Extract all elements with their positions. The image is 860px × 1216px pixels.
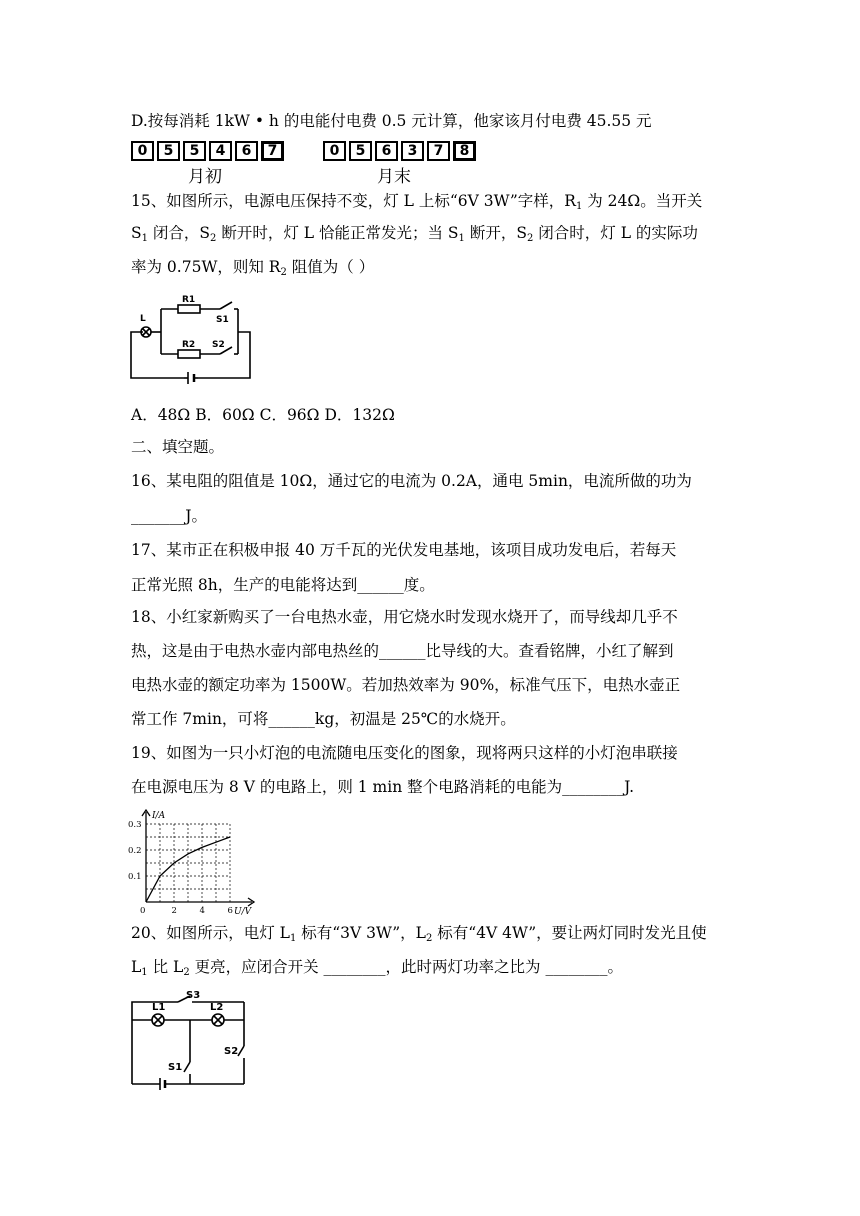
fig15-label-L: L [140,314,146,324]
q18-line-2: 热，这是由于电热水壶内部电热丝的______比导线的大。查看铭牌，小红了解到 [131,642,674,660]
q15-line-1: 15、如图所示，电源电压保持不变，灯 L 上标“6V 3W”字样，$R_1$ 为 24Ω。当开关 [131,192,703,212]
fig15-label-S1: S1 [216,315,229,325]
meter-end-digit: 3 [401,141,424,161]
chart-xtick-label: 2 [171,906,177,916]
meter-start-digit: 4 [209,141,232,161]
meter-start-digit: 7 [261,141,284,161]
meter-end-digit: 8 [453,141,476,161]
q18-line-4: 常工作 7min，可将______kg，初温是 25℃的水烧开。 [131,710,516,728]
q15-circuit-diagram [128,294,258,384]
fig20-label-S3: S3 [186,990,201,1001]
meter-end [323,141,479,161]
chart-xtick-label: 0 [140,906,146,916]
q20-line-1: 20、如图所示，电灯 $L_1$ 标有“3V 3W”，$L_2$ 标有“4V 4W”，要让两灯同时发光且使 [131,924,707,944]
meter-end-label: 月末 [377,167,411,187]
meter-start-label: 月初 [188,167,222,187]
q19-line-1: 19、如图为一只小灯泡的电流随电压变化的图象，现将两只这样的小灯泡串联接 [131,744,678,762]
chart-ytick-label: 0.2 [128,846,142,856]
meter-start-digit: 0 [131,141,154,161]
meter-start [131,141,287,161]
chart-ytick-label: 0.1 [128,872,142,882]
chart-ytick-label: 0.3 [128,820,142,830]
chart-xlabel: U/V [234,907,252,916]
section-2-heading: 二、填空题。 [131,438,225,456]
fig20-label-S1: S1 [168,1062,183,1073]
q19-line-2: 在电源电压为 8 V 的电路上，则 1 min 整个电路消耗的电能为________J. [131,778,635,796]
q17-line-2: 正常光照 8h，生产的电能将达到______度。 [131,576,435,594]
meter-start-digit: 5 [157,141,180,161]
fig20-label-S2: S2 [224,1046,239,1057]
chart-ylabel: I/A [152,811,166,821]
q18-line-1: 18、小红家新购买了一台电热水壶，用它烧水时发现水烧开了，而导线却几乎不 [131,608,678,626]
fig15-label-S2: S2 [212,340,225,350]
meter-end-digit: 0 [323,141,346,161]
fig20-label-L2: L2 [210,1002,224,1013]
meter-start-digit: 6 [235,141,258,161]
q20-circuit-diagram [128,990,254,1092]
q20-line-2: $L_1$ 比 $L_2$ 更亮，应闭合开关 ________，此时两灯功率之比为 ________。 [131,958,623,978]
q18-line-3: 电热水壶的额定功率为 1500W。若加热效率为 90%，标准气压下，电热水壶正 [131,676,681,694]
q15-line-3: 率为 0.75W，则知 $R_2$ 阻值为（ ） [131,258,375,278]
q15-line-2: $S_1$ 闭合，$S_2$ 断开时，灯 L 恰能正常发光；当 $S_1$ 断开，$S_2$ 闭合时，灯 L 的实际功 [131,224,698,244]
meter-start-digit: 5 [183,141,206,161]
fig20-label-L1: L1 [152,1002,166,1013]
meter-end-digit: 6 [375,141,398,161]
q16-line-1: 16、某电阻的阻值是 10Ω，通过它的电流为 0.2A，通电 5min，电流所做的功为 [131,472,692,490]
fig15-label-R2: R2 [182,340,196,350]
meter-end-digit: 5 [349,141,372,161]
q15-options: A．48Ω B．60Ω C．96Ω D．132Ω [131,406,395,424]
q19-iv-chart [128,806,264,916]
chart-xtick-label: 4 [199,906,205,916]
q16-line-2: _______J。 [131,507,207,525]
fig15-label-R1: R1 [182,295,196,305]
meter-end-digit: 7 [427,141,450,161]
option-d-line: D.按每消耗 1kW • h 的电能付电费 0.5 元计算，他家该月付电费 45.55 元 [131,112,652,130]
q17-line-1: 17、某市正在积极申报 40 万千瓦的光伏发电基地，该项目成功发电后，若每天 [131,541,677,559]
chart-xtick-label: 6 [227,906,233,916]
